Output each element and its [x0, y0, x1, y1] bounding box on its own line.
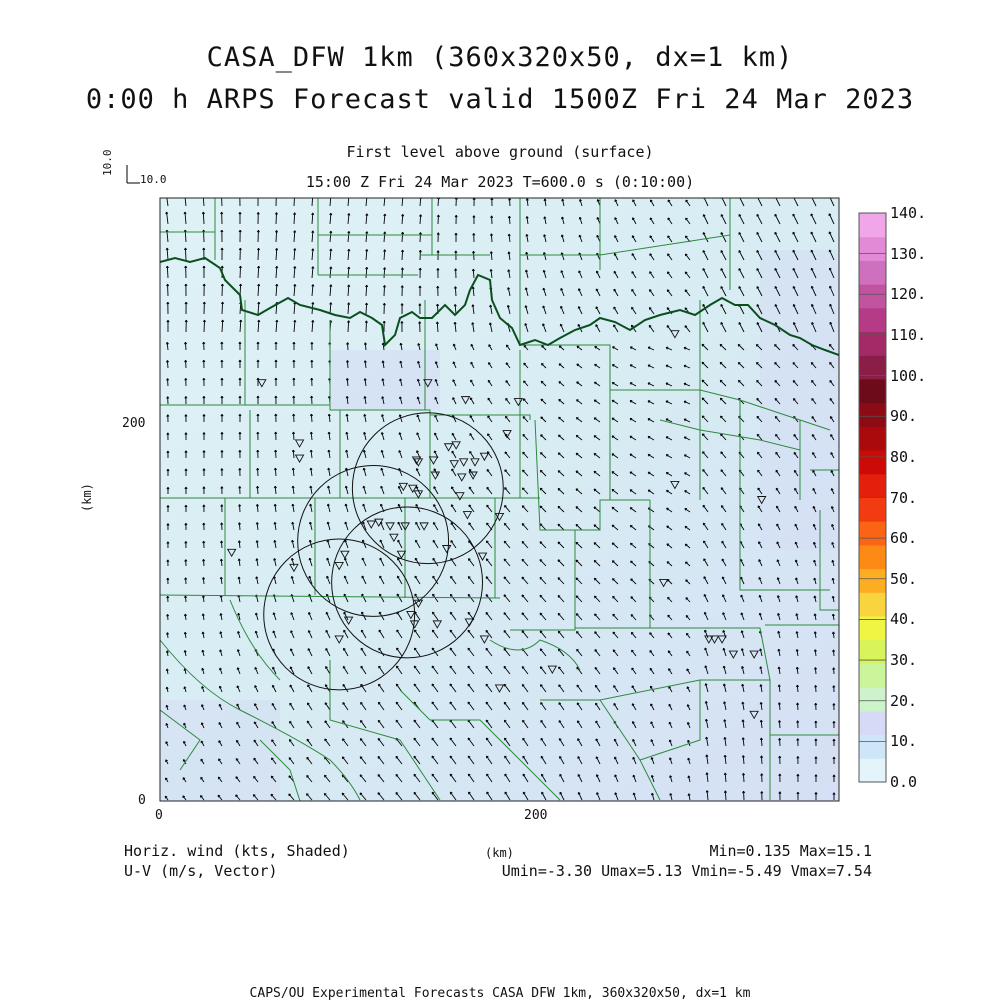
colorbar-label: 50.: [890, 570, 917, 588]
vector-field-label: U-V (m/s, Vector): [124, 862, 278, 880]
stat-umax: Umax=5.13: [601, 862, 682, 880]
colorbar-label: 130.: [890, 245, 926, 263]
wind-vector-head: [239, 194, 241, 196]
colorbar: [859, 213, 886, 783]
colorbar-segment: [859, 379, 886, 403]
chart-title-line2: 0:00 h ARPS Forecast valid 1500Z Fri 24 Mar 2023: [0, 84, 1000, 115]
colorbar-segment: [859, 521, 886, 545]
chart-subtitle-level: First level above ground (surface): [0, 143, 1000, 161]
reference-vector: [127, 165, 140, 183]
colorbar-segment: [859, 545, 886, 569]
wind-vector-head: [330, 195, 332, 197]
stat-max: Max=15.1: [800, 842, 872, 860]
colorbar-segment: [859, 260, 886, 284]
colorbar-segment: [859, 403, 886, 427]
shaded-field-label: Horiz. wind (kts, Shaded): [124, 842, 350, 860]
colorbar-label: 60.: [890, 529, 917, 547]
wind-vector: [258, 248, 259, 260]
x-tick-label-0: 0: [155, 808, 163, 823]
reference-vector-label-h: 10.0: [140, 173, 167, 186]
colorbar-segment: [859, 237, 886, 261]
colorbar-label: 0.0: [890, 773, 917, 791]
wind-vector: [221, 194, 222, 206]
y-tick-label-200: 200: [122, 416, 145, 431]
wind-vector: [204, 320, 205, 332]
wind-vector-head: [257, 194, 259, 196]
stat-vmin: Vmin=-5.49: [691, 862, 781, 880]
wind-vector: [240, 266, 241, 278]
colorbar-segment: [859, 735, 886, 759]
colorbar-segment: [859, 569, 886, 593]
colorbar-label: 10.: [890, 732, 917, 750]
colorbar-segment: [859, 450, 886, 474]
colorbar-label: 30.: [890, 651, 917, 669]
wind-vector-head: [202, 194, 204, 196]
reference-vector-label-v: 10.0: [101, 150, 114, 177]
colorbar-segment: [859, 687, 886, 711]
wind-vector-head: [184, 194, 186, 196]
wind-vector-head: [311, 195, 313, 197]
colorbar-segment: [859, 663, 886, 687]
stat-umin: Umin=-3.30: [502, 862, 592, 880]
wind-vector: [185, 248, 186, 260]
x-tick-label-200: 200: [524, 808, 547, 823]
colorbar-label: 120.: [890, 285, 926, 303]
colorbar-label: 70.: [890, 489, 917, 507]
colorbar-segment: [859, 213, 886, 237]
colorbar-segment: [859, 711, 886, 735]
colorbar-segment: [859, 498, 886, 522]
chart-subtitle-time: 15:00 Z Fri 24 Mar 2023 T=600.0 s (0:10:00): [0, 173, 1000, 191]
colorbar-segment: [859, 284, 886, 308]
wind-vector-head: [829, 196, 831, 198]
colorbar-label: 140.: [890, 204, 926, 222]
wind-vector: [222, 302, 223, 314]
wind-vector: [384, 285, 385, 296]
y-tick-label-0: 0: [138, 793, 146, 808]
y-axis-label: (km): [80, 483, 94, 512]
wind-vector-head: [275, 195, 277, 197]
colorbar-label: 100.: [890, 367, 926, 385]
stat-vmax: Vmax=7.54: [791, 862, 872, 880]
chart-title: CASA_DFW 1km (360x320x50, dx=1 km): [0, 42, 1000, 73]
colorbar-segment: [859, 758, 886, 782]
wind-vector: [276, 230, 277, 242]
colorbar-label: 90.: [890, 407, 917, 425]
x-axis-label: (km): [485, 846, 514, 860]
colorbar-segment: [859, 474, 886, 498]
shaded-patch-c: [160, 700, 280, 801]
credit-line: CAPS/OU Experimental Forecasts CASA DFW 1km, 360x320x50, dx=1 km: [0, 986, 1000, 1001]
wind-vector-head: [220, 194, 222, 196]
wind-vector-head: [293, 195, 295, 197]
wind-vector-head: [165, 194, 167, 196]
shaded-patch-b: [760, 250, 839, 550]
colorbar-segment: [859, 308, 886, 332]
colorbar-segment: [859, 426, 886, 450]
colorbar-label: 20.: [890, 692, 917, 710]
stat-min: Min=0.135: [709, 842, 790, 860]
colorbar-label: 110.: [890, 326, 926, 344]
wind-vector: [366, 303, 367, 314]
colorbar-label: 40.: [890, 610, 917, 628]
wind-vector-head: [348, 196, 350, 198]
colorbar-segment: [859, 592, 886, 616]
wind-vector: [294, 195, 295, 206]
colorbar-label: 80.: [890, 448, 917, 466]
